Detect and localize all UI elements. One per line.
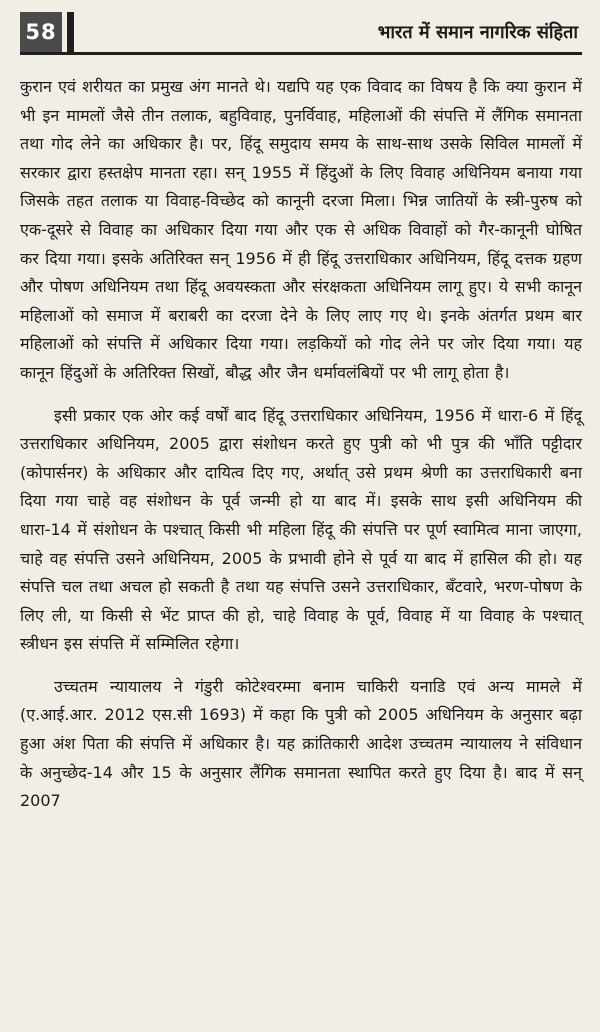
page-number: 58	[20, 12, 62, 52]
body-text	[20, 73, 582, 816]
paragraph-1: कुरान एवं शरीयत का प्रमुख अंग मानते थे। यद्यपि यह एक विवाद का विषय है कि क्या कुरान में भी इन मामलों जैसे तीन तलाक, बहुविवाह, पुनर्विवाह, महिलाओं की संपत्ति में लैंगिक समानता तथा गोद लेने का अधिकार है। पर, हिंदू समुदाय समय के साथ-साथ उसके सिविल मामलों में सरकार द्वारा हस्तक्षेप मानता रहा। सन् 1955 में हिंदुओं के लिए विवाह अधिनियम बनाया गया जिसके तहत तलाक या विवाह-विच्छेद को कानूनी दरजा मिला। भिन्न जातियों के स्त्री-पुरुष को एक-दूसरे से विवाह का अधिकार दिया गया और एक से अधिक विवाहों को गैर-कानूनी घोषित कर दिया गया। इसके अतिरिक्त सन् 1956 में ही हिंदू उत्तराधिकार अधिनियम, हिंदू दत्तक ग्रहण और पोषण अधिनियम तथा हिंदू अवयस्कता और संरक्षकता अधिनियम लागू हुए। ये सभी कानून महिलाओं को समाज में बराबरी का दरजा देने के लिए लाए गए थे। इनके अंतर्गत प्रथम बार महिलाओं को संपत्ति में अधिकार दिया गया। लड़कियों को गोद लेने पर जोर दिया गया। यह कानून हिंदुओं के अतिरिक्त सिखों, बौद्ध और जैन धर्मावलंबियों पर भी लागू होता है।	[20, 77, 582, 382]
page-header	[20, 12, 582, 55]
book-page	[0, 12, 600, 1032]
header-divider-bar	[67, 12, 74, 52]
paragraph-2: इसी प्रकार एक ओर कई वर्षों बाद हिंदू उत्तराधिकार अधिनियम, 1956 में धारा-6 में हिंदू उत्तराधिकार अधिनियम, 2005 द्वारा संशोधन करते हुए पुत्री को भी पुत्र की भाँति पट्टीदार (कोपार्सनर) के अधिकार और दायित्व दिए गए, अर्थात् उसे प्रथम श्रेणी का उत्तराधिकारी बना दिया गया चाहे वह संशोधन के पूर्व जन्मी हो या बाद में। इसके साथ इसी अधिनियम की धारा-14 में संशोधन के पश्चात् किसी भी महिला हिंदू की संपत्ति पर पूर्ण स्वामित्व माना जाएगा, चाहे वह संपत्ति उसने अधिनियम, 2005 के प्रभावी होने से पूर्व या बाद में हासिल की हो। यह संपत्ति चल तथा अचल हो सकती है तथा यह संपत्ति उसने उत्तराधिकार, बँटवारे, भरण-पोषण के लिए ली, या किसी से भेंट प्राप्त की हो, चाहे विवाह के पूर्व, विवाह में या विवाह के पश्चात् स्त्रीधन इस संपत्ति में सम्मिलित रहेगा।	[20, 405, 582, 654]
paragraph-3: उच्चतम न्यायालय ने गंडुरी कोटेश्वरम्मा बनाम चाकिरी यनाडि एवं अन्य मामले में (ए.आई.आर. 2012 एस.सी 1693) में कहा कि पुत्री को 2005 अधिनियम के अनुसार बढ़ा हुआ अंश पिता की संपत्ति में अधिकार है। यह क्रांतिकारी आदेश उच्चतम न्यायालय ने संविधान के अनुच्छेद-14 और 15 के अनुसार लैंगिक समानता स्थापित करते हुए दिया है। बाद में सन् 2007	[20, 676, 582, 811]
running-title: भारत में समान नागरिक संहिता	[377, 22, 578, 43]
